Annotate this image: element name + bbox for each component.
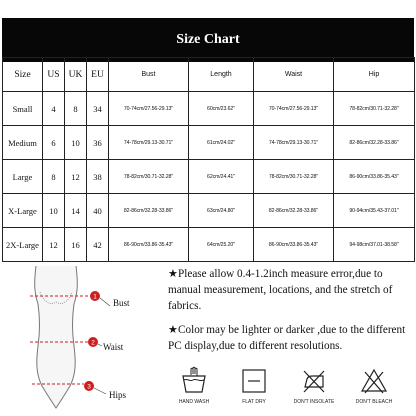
cell-uk: 10 (65, 126, 87, 160)
bust-leader (100, 298, 110, 306)
cell-hip: 78-82cm/30.71-32.28'' (334, 92, 415, 126)
header-uk: UK (65, 58, 87, 92)
cell-us: 6 (43, 126, 65, 160)
hips-label: Hips (109, 390, 127, 400)
cell-eu: 38 (87, 160, 109, 194)
size-chart-table (2, 57, 415, 262)
cell-waist: 78-82cm/30.71-32.28'' (254, 160, 334, 194)
cell-waist: 86-90cm/33.86-35.43'' (254, 228, 334, 262)
flat-dry-label: FLAT DRY (242, 399, 266, 405)
waist-label: Waist (103, 342, 124, 352)
cell-eu: 36 (87, 126, 109, 160)
cell-length: 64cm/25.20'' (189, 228, 254, 262)
flat-dry-icon (239, 366, 269, 396)
cell-eu: 34 (87, 92, 109, 126)
table-row (3, 126, 415, 160)
swimsuit-illustration (0, 262, 160, 416)
bust-marker-number: 1 (93, 293, 97, 301)
hips-leader (94, 388, 106, 394)
table-row (3, 228, 415, 262)
cell-uk: 8 (65, 92, 87, 126)
cell-size: Medium (3, 126, 43, 160)
cell-us: 10 (43, 194, 65, 228)
care-do-not-bleach (346, 366, 402, 414)
do-not-bleach-icon (359, 366, 389, 396)
header-size: Size (3, 58, 43, 92)
cell-size: X-Large (3, 194, 43, 228)
do-not-bleach-label: DON'T BLEACH (355, 399, 393, 405)
cell-length: 61cm/24.02'' (189, 126, 254, 160)
waist-leader (98, 344, 102, 346)
cell-bust: 74-78cm/29.13-30.71'' (109, 126, 189, 160)
cell-eu: 42 (87, 228, 109, 262)
header-hip: Hip (334, 58, 415, 92)
cell-waist: 82-86cm/32.28-33.86'' (254, 194, 334, 228)
header-waist: Waist (254, 58, 334, 92)
cell-hip: 90-94cm/35.43-37.01'' (334, 194, 415, 228)
cell-size: Small (3, 92, 43, 126)
care-flat-dry (226, 366, 282, 414)
table-row (3, 194, 415, 228)
cell-us: 8 (43, 160, 65, 194)
care-hand-wash (166, 366, 222, 414)
waist-marker-number: 2 (91, 339, 95, 347)
table-row (3, 92, 415, 126)
do-not-insolate-label: DON'T INSOLATE (293, 399, 335, 405)
header-us: US (43, 58, 65, 92)
swimsuit-body (35, 266, 78, 408)
cell-bust: 70-74cm/27.56-29.13'' (109, 92, 189, 126)
cell-length: 63cm/24.80'' (189, 194, 254, 228)
notes-section (168, 266, 414, 361)
cell-size: 2X-Large (3, 228, 43, 262)
hips-marker-number: 3 (87, 383, 91, 391)
cell-waist: 74-78cm/29.13-30.71'' (254, 126, 334, 160)
cell-size: Large (3, 160, 43, 194)
color-note: ★Color may be lighter or darker ,due to the different PC display,due to different resolutions. (168, 323, 406, 352)
header-length: Length (189, 58, 254, 92)
cell-hip: 86-90cm/33.86-35.43'' (334, 160, 415, 194)
measure-error-note: ★Please allow 0.4-1.2inch measure error,due to manual measurement, locations, and the stretch of fabrics. (168, 268, 393, 313)
bust-label: Bust (113, 298, 130, 308)
table-row (3, 160, 415, 194)
cell-hip: 94-98cm/37.01-38.58'' (334, 228, 415, 262)
care-do-not-insolate (286, 366, 342, 414)
header-bust: Bust (109, 58, 189, 92)
cell-uk: 16 (65, 228, 87, 262)
header-eu: EU (87, 58, 109, 92)
hand-wash-icon (179, 366, 209, 396)
page-title: Size Chart (176, 32, 240, 47)
hand-wash-label: HAND WASH (178, 399, 210, 405)
cell-uk: 12 (65, 160, 87, 194)
cell-uk: 14 (65, 194, 87, 228)
cell-us: 4 (43, 92, 65, 126)
cell-bust: 86-90cm/33.86-35.43'' (109, 228, 189, 262)
cell-length: 62cm/24.41'' (189, 160, 254, 194)
size-chart-title-bar (2, 18, 414, 62)
do-not-iron-icon (299, 366, 329, 396)
cell-us: 12 (43, 228, 65, 262)
cell-hip: 82-86cm/32.28-33.86'' (334, 126, 415, 160)
cell-waist: 70-74cm/27.56-29.13'' (254, 92, 334, 126)
table-header-row (3, 58, 415, 92)
cell-bust: 82-86cm/32.28-33.86'' (109, 194, 189, 228)
cell-length: 60cm/23.62'' (189, 92, 254, 126)
measurement-figure (0, 262, 160, 416)
cell-bust: 78-82cm/30.71-32.28'' (109, 160, 189, 194)
cell-eu: 40 (87, 194, 109, 228)
